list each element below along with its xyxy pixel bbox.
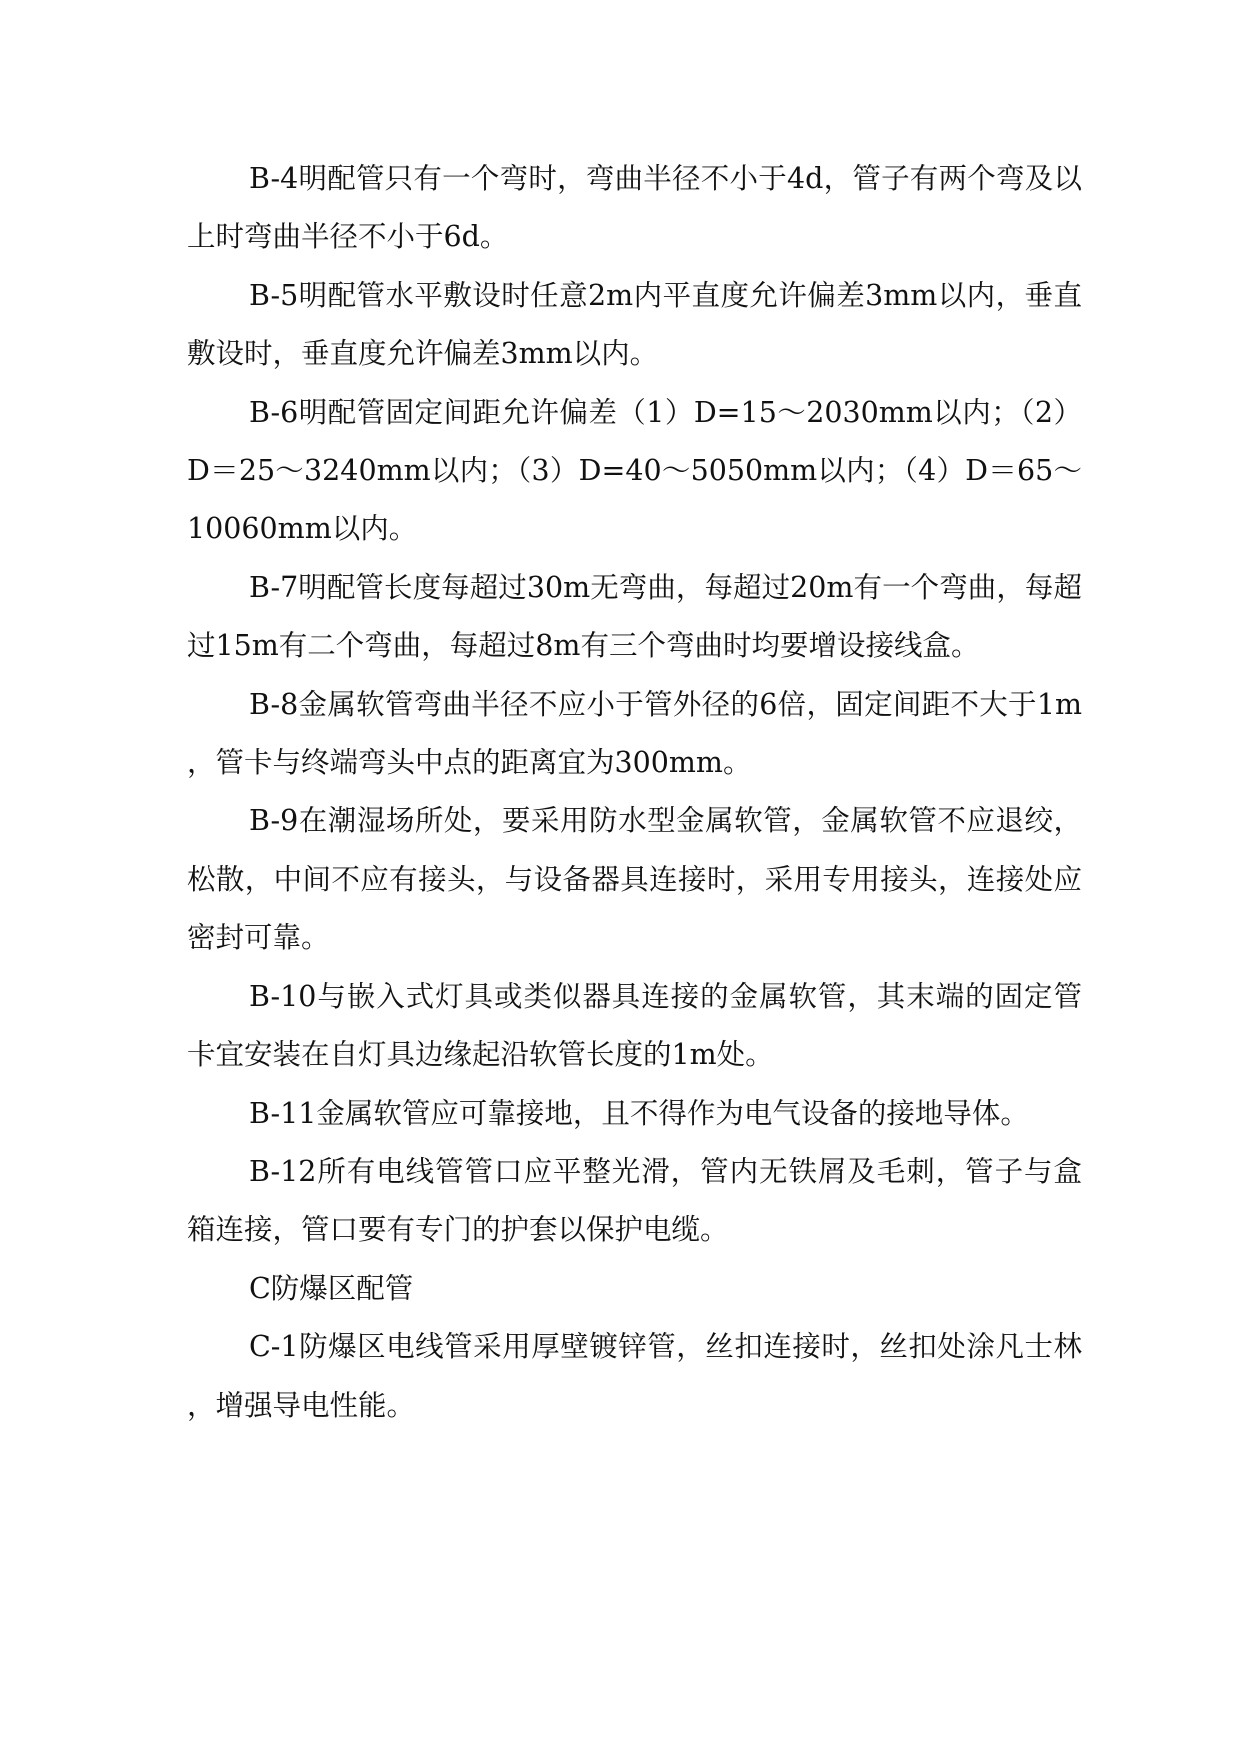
paragraph-b7: B-7明配管长度每超过30m无弯曲，每超过20m有一个弯曲，每超过15m有二个弯曲，每超过8m有三个弯曲时均要增设接线盒。	[187, 570, 1082, 663]
paragraph-b10: B-10与嵌入式灯具或类似器具连接的金属软管，其末端的固定管卡宜安装在自灯具边缘起沿软管长度的1m处。	[187, 979, 1082, 1072]
paragraph-b12: B-12所有电线管管口应平整光滑，管内无铁屑及毛刺，管子与盒箱连接，管口要有专门的护套以保护电缆。	[187, 1154, 1082, 1247]
document-body	[187, 150, 1082, 1435]
paragraph-b4: B-4明配管只有一个弯时，弯曲半径不小于4d，管子有两个弯及以上时弯曲半径不小于6d。	[187, 162, 1082, 254]
paragraph-b5: B-5明配管水平敷设时任意2m内平直度允许偏差3mm以内，垂直敷设时，垂直度允许偏差3mm以内。	[187, 278, 1082, 371]
paragraph-b8: B-8金属软管弯曲半径不应小于管外径的6倍，固定间距不大于1m，管卡与终端弯头中点的距离宜为300mm。	[187, 687, 1082, 780]
section-heading-c: C防爆区配管	[249, 1271, 414, 1305]
paragraph-b11: B-11金属软管应可靠接地，且不得作为电气设备的接地导体。	[249, 1096, 1029, 1130]
paragraph-b9: B-9在潮湿场所处，要采用防水型金属软管，金属软管不应退绞，松散，中间不应有接头，与设备器具连接时，采用专用接头，连接处应密封可靠。	[187, 804, 1082, 955]
paragraph-c1: C-1防爆区电线管采用厚壁镀锌管，丝扣连接时，丝扣处涂凡士林，增强导电性能。	[187, 1330, 1082, 1422]
paragraph-b6: B-6明配管固定间距允许偏差（1）D=15～2030mm以内；（2）D＝25～3240mm以内；（3）D=40～5050mm以内；（4）D＝65～10060mm以内。	[187, 395, 1082, 546]
